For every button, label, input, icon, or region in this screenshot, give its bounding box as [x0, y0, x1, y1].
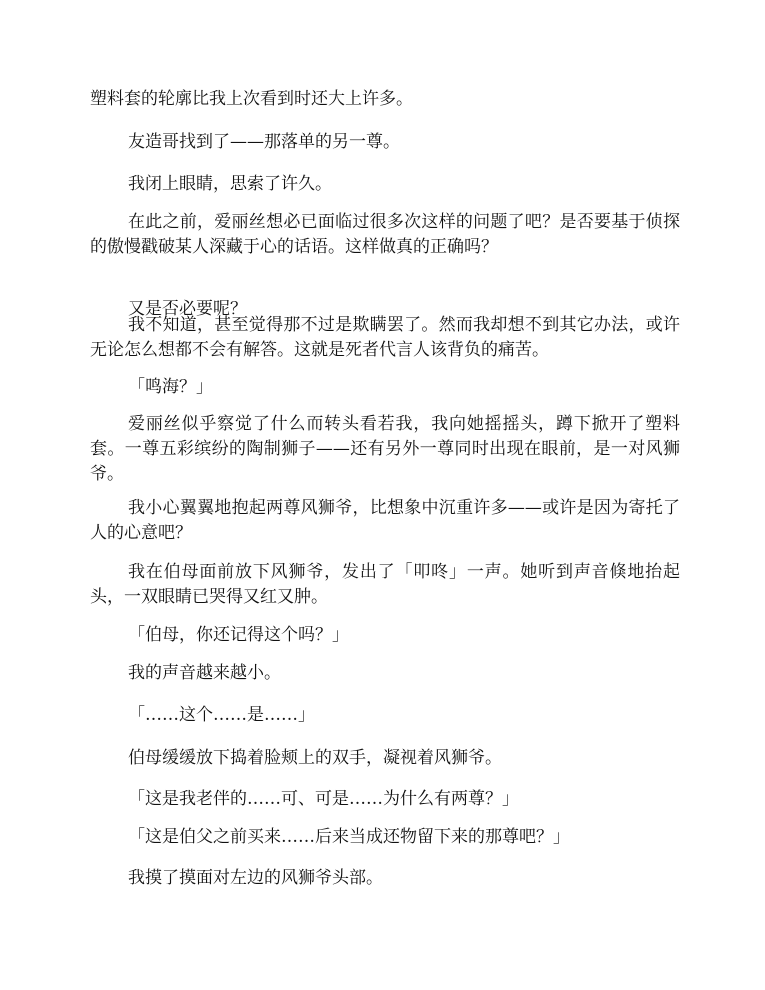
paragraph-10: 我在伯母面前放下风狮爷，发出了「叩咚」一声。她听到声音倏地抬起头，一双眼睛已哭得又红又肿。: [90, 562, 680, 607]
paragraph-6: 我不知道，甚至觉得那不过是欺瞒罢了。然而我却想不到其它办法，或许无论怎么想都不会有解答。这就是死者代言人该背负的痛苦。: [90, 315, 680, 360]
paragraph-7: 「鸣海？」: [128, 377, 213, 397]
paragraph-2: 友造哥找到了——那落单的另一尊。: [128, 132, 400, 152]
paragraph-16: 「这是伯父之前买来……后来当成还物留下来的那尊吧？」: [128, 827, 570, 847]
paragraph-1: 塑料套的轮廓比我上次看到时还大上许多。: [90, 89, 413, 109]
paragraph-8: 爱丽丝似乎察觉了什么而转头看若我，我向她摇摇头，蹲下掀开了塑料套。一尊五彩缤纷的陶制狮子——还有另外一尊同时出现在眼前，是一对风狮爷。: [90, 414, 680, 484]
paragraph-15: 「这是我老伴的……可、可是……为什么有两尊？」: [128, 789, 519, 809]
paragraph-9: 我小心翼翼地抱起两尊风狮爷，比想象中沉重许多——或许是因为寄托了人的心意吧？: [90, 498, 680, 543]
paragraph-17: 我摸了摸面对左边的风狮爷头部。: [128, 868, 383, 888]
paragraph-3: 我闭上眼睛，思索了许久。: [128, 174, 332, 194]
paragraph-12: 我的声音越来越小。: [128, 663, 281, 683]
paragraph-4: 在此之前，爱丽丝想必已面临过很多次这样的问题了吧？是否要基于侦探的傲慢戳破某人深藏于心的话语。这样做真的正确吗？: [90, 212, 680, 257]
paragraph-11: 「伯母，你还记得这个吗？」: [128, 625, 349, 645]
paragraph-14: 伯母缓缓放下捣着脸颊上的双手，凝视着风狮爷。: [128, 748, 502, 768]
paragraph-13: 「……这个……是……」: [128, 705, 315, 725]
paragraph-5: 又是否必要呢？: [128, 299, 247, 319]
